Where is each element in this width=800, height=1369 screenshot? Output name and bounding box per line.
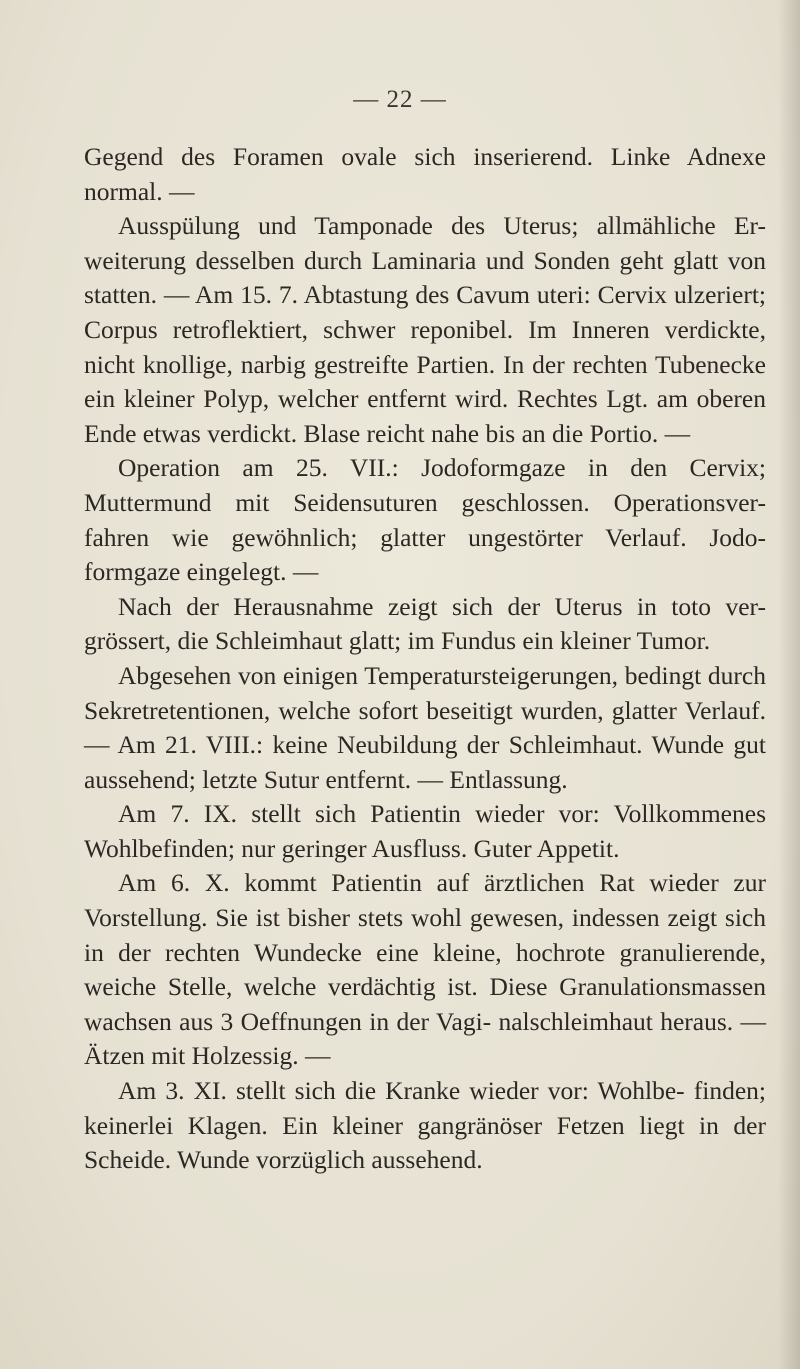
paragraph-6: Am 7. IX. stellt sich Patientin wieder vor: Vollkommenes Wohlbefinden; nur geringer Ausfluss. Guter Appetit. xyxy=(84,799,766,863)
body-text xyxy=(84,140,766,1178)
paragraph-7: Am 6. X. kommt Patientin auf ärztlichen Rat wieder zur Vorstellung. Sie ist bisher stets wohl gewesen, indessen zeigt sich in der rechten Wundecke eine kleine, hochrote granulierende, weiche Stelle, welche verdächtig ist. Diese Granulationsmassen wachsen aus 3 Oeffnungen in der Vagi- nalschleimhaut heraus. — Ätzen mit Holzessig. — xyxy=(84,868,766,1071)
paragraph-5: Abgesehen von einigen Temperatursteigerungen, bedingt durch Sekretretentionen, welche sofort beseitigt wurden, glatter Verlauf. — Am 21. VIII.: keine Neubildung der Schleimhaut. Wunde gut aussehend; letzte Sutur entfernt. — Entlassung. xyxy=(84,660,766,794)
paragraph-8: Am 3. XI. stellt sich die Kranke wieder vor: Wohlbe- finden; keinerlei Klagen. Ein kleiner gangränöser Fetzen liegt in der Scheide. Wunde vorzüglich aussehend. xyxy=(84,1076,766,1175)
paragraph-1: Gegend des Foramen ovale sich inserierend. Linke Adnexe normal. — xyxy=(84,142,766,206)
paragraph-2: Ausspülung und Tamponade des Uterus; allmähliche Er- weiterung desselben durch Laminaria und Sonden geht glatt von statten. — Am 15. 7. Abtastung des Cavum uteri: Cervix ulzeriert; Corpus retroflektiert, schwer reponibel. Im Inneren verdickte, nicht knollige, narbig gestreifte Partien. In der rechten Tubenecke ein kleiner Polyp, welcher entfernt wird. Rechtes Lgt. am oberen Ende etwas verdickt. Blase reicht nahe bis an die Portio. — xyxy=(84,211,766,448)
paragraph-3: Operation am 25. VII.: Jodoformgaze in den Cervix; Muttermund mit Seidensuturen geschlossen. Operationsver- fahren wie gewöhnlich; glatter ungestörter Verlauf. Jodo- formgaze eingelegt. — xyxy=(84,453,766,587)
page-number: — 22 — xyxy=(353,86,447,113)
paragraph-4: Nach der Herausnahme zeigt sich der Uterus in toto ver- grössert, die Schleimhaut glatt; im Fundus ein kleiner Tumor. xyxy=(84,591,766,656)
page-edge-shadow xyxy=(778,0,800,1369)
